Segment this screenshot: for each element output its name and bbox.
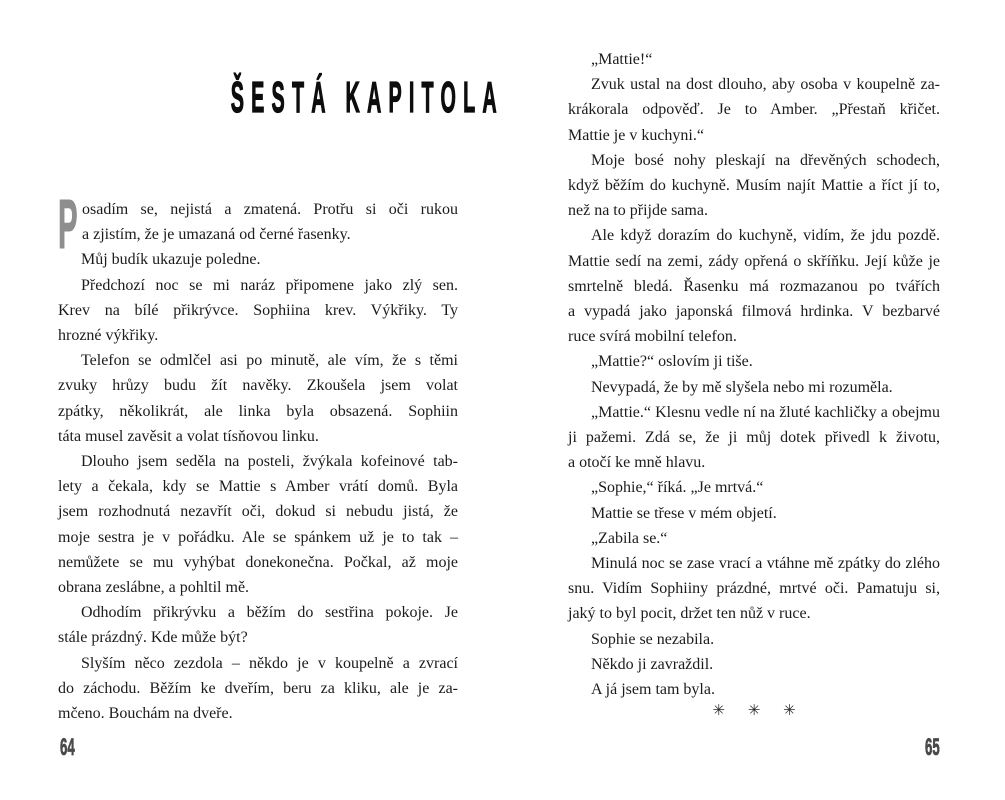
text-line: Mattie se třese v mém objetí.	[591, 504, 777, 522]
text-line: Mattie sedí na zemi, zády opřená o skříňku. Její kůže je	[568, 252, 940, 270]
paragraph	[568, 72, 940, 148]
text-line: osadím se, nejistá a zmatená. Protřu si oči rukou	[82, 201, 458, 218]
page-number-left: 64	[60, 734, 75, 761]
text-line: Slyším něco zezdola – někdo je v koupelně a zvrací	[81, 654, 458, 672]
text-line: Minulá noc se zase vrací a vtáhne mě zpátky do zlého	[591, 555, 940, 573]
paragraph	[58, 273, 458, 349]
paragraph	[58, 651, 458, 727]
text-line: Předchozí noc se mi naráz připomene jako zlý sen.	[81, 276, 458, 294]
page-body-wrap	[568, 47, 940, 723]
paragraph	[568, 627, 940, 652]
page-number-right: 65	[925, 734, 940, 761]
text-line: stále prázdný. Kde může být?	[58, 629, 248, 647]
text-line: snu. Vidím Sophiiny prázdné, mrtvé oči. Pamatuju si,	[568, 580, 940, 598]
paragraph	[58, 449, 458, 600]
text-line: Krev na bílé přikrývce. Sophiina krev. Výkřiky. Ty	[58, 301, 458, 319]
text-line: krákorala odpověď. Je to Amber. „Přestaň křičet.	[568, 101, 940, 119]
paragraph	[568, 677, 940, 702]
text-line: když běžím do kuchyně. Musím najít Mattie a říct jí to,	[568, 177, 940, 195]
text-line: „Zabila se.“	[591, 529, 668, 547]
chapter-title	[58, 73, 504, 122]
text-line: Moje bosé nohy pleskají na dřevěných schodech,	[591, 151, 940, 169]
text-line: „Mattie.“ Klesnu vedle ní na žluté kachličky a obejmu	[591, 403, 940, 421]
page-body-wrap	[58, 185, 458, 726]
text-line: a otočí ke mně hlavu.	[568, 454, 706, 472]
text-line: hrozné výkřiky.	[58, 327, 159, 345]
text-line: Ale když dorazím do kuchyně, vidím, že jdu pozdě.	[591, 227, 940, 245]
paragraph	[568, 223, 940, 349]
drop-cap: P	[58, 185, 78, 263]
text-line: než na to přijde sama.	[568, 202, 708, 220]
paragraph	[568, 501, 940, 526]
text-line: „Sophie,“ říká. „Je mrtvá.“	[591, 479, 764, 497]
text-line: Telefon se odmlčel asi po minutě, ale vím, že s těmi	[81, 352, 458, 370]
text-line: Nevypadá, že by mě slyšela nebo mi rozuměla.	[591, 378, 893, 396]
text-line: táta musel zavěsit a volat tísňovou linku.	[58, 427, 319, 445]
section-divider: ✳ ✳ ✳	[712, 701, 805, 720]
paragraph	[568, 375, 940, 400]
text-line: a zjistím, že je umazaná od černé řasenky.	[82, 226, 351, 244]
text-line: „Mattie?“ oslovím ji tiše.	[591, 353, 753, 371]
text-line: obrana zeslábne, a pohltil mě.	[58, 579, 250, 597]
paragraph	[58, 348, 458, 449]
text-line: Sophie se nezabila.	[591, 630, 715, 648]
text-line: smrtelně bledá. Řasenku má rozmazanou po tvářích	[568, 277, 940, 295]
text-line: Mattie je v kuchyni.“	[568, 126, 704, 144]
text-line: Někdo ji zavraždil.	[591, 655, 714, 673]
paragraph	[568, 400, 940, 476]
paragraph	[568, 475, 940, 500]
page-body	[58, 185, 458, 726]
text-line: jsem rozhodnutá nezavřít oči, dokud si nebudu jistá, že	[58, 503, 458, 521]
paragraph	[568, 526, 940, 551]
page-body	[568, 47, 940, 702]
text-line: lety a čekala, kdy se Mattie s Amber vrátí domů. Byla	[58, 478, 458, 496]
text-line: „Mattie!“	[591, 51, 653, 68]
text-line: a vypadá jako japonská filmová hrdinka. V bezbarvé	[568, 303, 940, 321]
page-right	[568, 0, 940, 800]
paragraph	[58, 600, 458, 650]
text-line: Dlouho jsem seděla na posteli, žvýkala kofeinové tab-	[81, 453, 458, 471]
text-line: ruce svírá mobilní telefon.	[568, 328, 737, 346]
paragraph	[568, 47, 940, 72]
text-line: jaký to byl pocit, držet ten nůž v ruce.	[568, 605, 811, 623]
paragraph	[58, 247, 458, 272]
chapter-title-text: ŠESTÁ KAPITOLA	[230, 73, 504, 122]
text-line: mčeno. Bouchám na dveře.	[58, 705, 233, 723]
text-line: moje sestra je v pořádku. Ale se spánkem už je to tak –	[58, 528, 458, 546]
text-line: Můj budík ukazuje poledne.	[81, 251, 261, 269]
paragraph	[568, 551, 940, 627]
text-line: zvuky hrůzy budu žít navěky. Zkoušela jsem volat	[58, 377, 458, 395]
text-line: Zvuk ustal na dost dlouho, aby osoba v koupelně za-	[591, 76, 940, 94]
text-line: ji pažemi. Zdá se, že ji můj dotek přivedl k životu,	[568, 429, 940, 447]
page-left	[58, 0, 504, 800]
text-line: zpátky, několikrát, ale linka byla obsazená. Sophiin	[58, 402, 458, 420]
paragraph	[568, 652, 940, 677]
text-line: Odhodím přikrývku a běžím do sestřina pokoje. Je	[81, 604, 458, 622]
text-line: A já jsem tam byla.	[591, 681, 715, 699]
paragraph	[568, 148, 940, 224]
paragraph	[568, 349, 940, 374]
text-line: do záchodu. Běžím ke dveřím, beru za kliku, ale je za-	[58, 679, 458, 697]
text-line: nemůžete se mu vyhýbat donekonečna. Počkal, až moje	[58, 553, 458, 571]
